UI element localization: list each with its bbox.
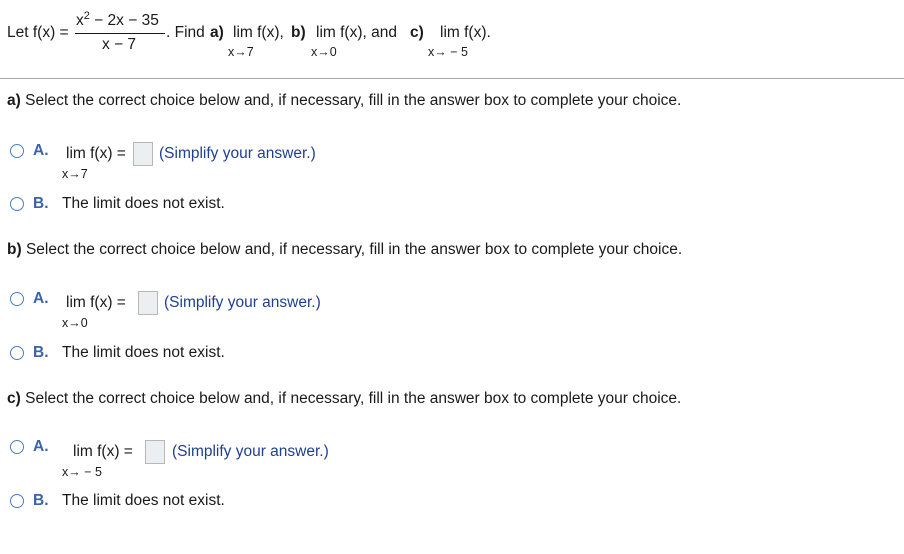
section-a-choice-a-radio[interactable] <box>10 144 24 158</box>
section-a-choice-a-letter[interactable]: A. <box>33 142 49 159</box>
section-c-hint: (Simplify your answer.) <box>172 443 329 460</box>
part-a-label: a) <box>210 24 224 41</box>
section-a-answer-box[interactable] <box>133 142 153 166</box>
section-b-limit-subscript: x→0 <box>62 316 88 330</box>
section-a-hint: (Simplify your answer.) <box>159 145 316 162</box>
part-b-expression: lim f(x), and <box>316 24 397 41</box>
section-b-instruction: b) Select the correct choice below and, if necessary, fill in the answer box to complete your choice. <box>7 241 683 258</box>
section-b-limit-expression: lim f(x) = <box>66 294 126 311</box>
find-text: . Find <box>166 24 205 41</box>
section-c-choice-b-letter[interactable]: B. <box>33 492 49 509</box>
section-c-choice-a-radio[interactable] <box>10 440 24 454</box>
section-a-limit-subscript: x→7 <box>62 167 88 181</box>
fraction-numerator: $x^2 - 2x - 35$ <box>76 10 159 30</box>
section-a-choice-b-radio[interactable] <box>10 197 24 211</box>
section-a-instruction: a) Select the correct choice below and, if necessary, fill in the answer box to complete your choice. <box>7 92 682 109</box>
part-c-expression: lim f(x). <box>440 24 491 41</box>
section-b-hint: (Simplify your answer.) <box>164 294 321 311</box>
section-a-choice-b-text[interactable]: The limit does not exist. <box>62 195 225 212</box>
section-a-choice-b-letter[interactable]: B. <box>33 195 49 212</box>
section-c-instruction: c) Select the correct choice below and, if necessary, fill in the answer box to complete your choice. <box>7 390 682 407</box>
section-b-choice-b-text[interactable]: The limit does not exist. <box>62 344 225 361</box>
part-b-label: b) <box>291 24 306 41</box>
part-c-subscript: x→ − 5 <box>428 45 468 59</box>
fraction-bar <box>75 33 165 34</box>
part-a-expression: lim f(x), <box>233 24 284 41</box>
section-b-choice-a-radio[interactable] <box>10 292 24 306</box>
section-c-choice-b-radio[interactable] <box>10 494 24 508</box>
part-b-subscript: x→0 <box>311 45 337 59</box>
let-label: Let f(x) = <box>7 24 69 41</box>
section-b-choice-b-letter[interactable]: B. <box>33 344 49 361</box>
section-b-choice-a-letter[interactable]: A. <box>33 290 49 307</box>
section-c-limit-subscript: x→ − 5 <box>62 465 102 479</box>
part-a-subscript: x→7 <box>228 45 254 59</box>
section-b-answer-box[interactable] <box>138 291 158 315</box>
section-c-choice-a-letter[interactable]: A. <box>33 438 49 455</box>
section-b-choice-b-radio[interactable] <box>10 346 24 360</box>
part-c-label: c) <box>410 24 424 41</box>
section-a-limit-expression: lim f(x) = <box>66 145 126 162</box>
fraction-denominator: x − 7 <box>102 36 137 53</box>
section-c-choice-b-text[interactable]: The limit does not exist. <box>62 492 225 509</box>
divider <box>0 78 904 79</box>
section-c-answer-box[interactable] <box>145 440 165 464</box>
section-c-limit-expression: lim f(x) = <box>73 443 133 460</box>
